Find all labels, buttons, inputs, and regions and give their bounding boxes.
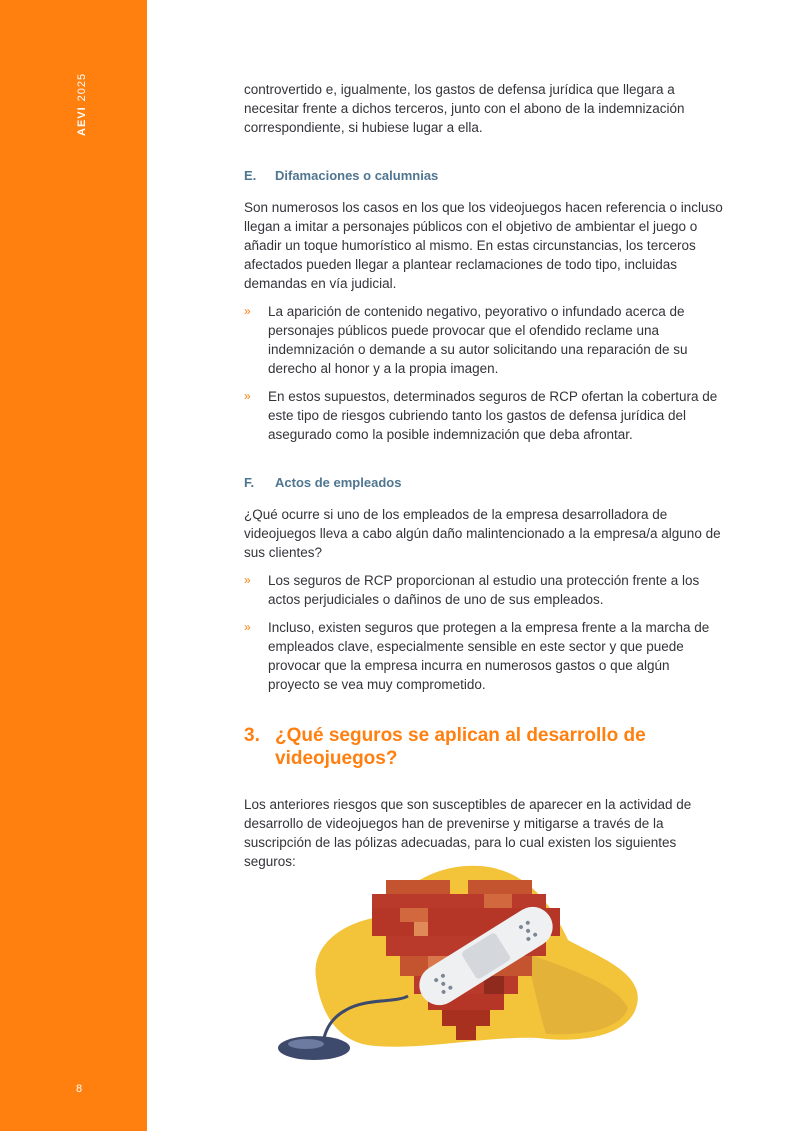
- sidebar-brand: AEVI: [76, 106, 88, 136]
- section-3-heading: [244, 724, 724, 770]
- bullet-icon: »: [244, 573, 251, 587]
- section-f-letter: F.: [244, 475, 255, 490]
- section-f-paragraph: ¿Qué ocurre si uno de los empleados de la empresa desarrolladora de videojuegos lleva a cabo algún daño malintencionado a la empresa/a alguno de sus clientes?: [244, 507, 721, 560]
- section-f-title: Actos de empleados: [275, 475, 402, 490]
- list-item: [244, 571, 724, 609]
- section-f-heading: [244, 473, 724, 492]
- intro-paragraph: controvertido e, igualmente, los gastos de defensa jurídica que llegara a necesitar frente a dichos terceros, junto con el abono de la indemnización correspondiente, si hubiese lugar a ella.: [244, 82, 685, 135]
- list-item: [244, 618, 724, 694]
- main-content: [244, 80, 724, 871]
- section-3-paragraph: Los anteriores riesgos que son susceptibles de aparecer en la actividad de desarrollo de videojuegos han de prevenirse y mitigarse a través de la suscripción de las pólizas adecuadas, para lo cual existen los siguientes seguros:: [244, 797, 692, 869]
- section-3-title: ¿Qué seguros se aplican al desarrollo de videojuegos?: [275, 725, 646, 769]
- list-item: [244, 387, 724, 444]
- list-item-text: Los seguros de RCP proporcionan al estudio una protección frente a los actos perjudiciales o dañinos de uno de sus empleados.: [268, 573, 700, 607]
- section-f-bullet-list: [244, 571, 724, 694]
- list-item-text: La aparición de contenido negativo, peyorativo o infundado acerca de personajes públicos puede provocar que el ofendido reclame una indemnización o demande a su autor solicitando una reparación de su derecho al honor y a la propia imagen.: [268, 304, 688, 376]
- pixel-heart-bandage-mouse-icon: [276, 858, 642, 1066]
- section-e-title: Difamaciones o calumnias: [275, 168, 439, 183]
- section-e-bullet-list: [244, 302, 724, 444]
- section-e-letter: E.: [244, 168, 257, 183]
- list-item: [244, 302, 724, 378]
- section-e-heading: [244, 166, 724, 185]
- sidebar-brand-label: [76, 73, 88, 136]
- page-number: 8: [76, 1083, 83, 1095]
- bullet-icon: »: [244, 389, 251, 403]
- list-item-text: En estos supuestos, determinados seguros de RCP ofertan la cobertura de este tipo de riesgos cubriendo tanto los gastos de defensa jurídica del asegurado como la posible indemnización que deba afrontar.: [268, 389, 718, 442]
- sidebar: [0, 0, 147, 1131]
- bullet-icon: »: [244, 620, 251, 634]
- list-item-text: Incluso, existen seguros que protegen a la empresa frente a la marcha de empleados clave, especialmente sensible en este sector y que puede provocar que la empresa incurra en numerosos gastos o que algún proyecto se vea muy comprometido.: [268, 620, 710, 692]
- section-e-paragraph: Son numerosos los casos en los que los videojuegos hacen referencia o incluso llegan a imitar a personajes públicos con el objetivo de ambientar el juego o añadir un toque humorístico al mismo. En estas circunstancias, los terceros afectados pueden llegar a plantear reclamaciones de todo tipo, incluidas demandas en vía judicial.: [244, 200, 723, 291]
- section-3-number: 3.: [244, 725, 260, 746]
- sidebar-year: 2025: [76, 72, 88, 102]
- bullet-icon: »: [244, 304, 251, 318]
- mouse-shape: [278, 1036, 350, 1060]
